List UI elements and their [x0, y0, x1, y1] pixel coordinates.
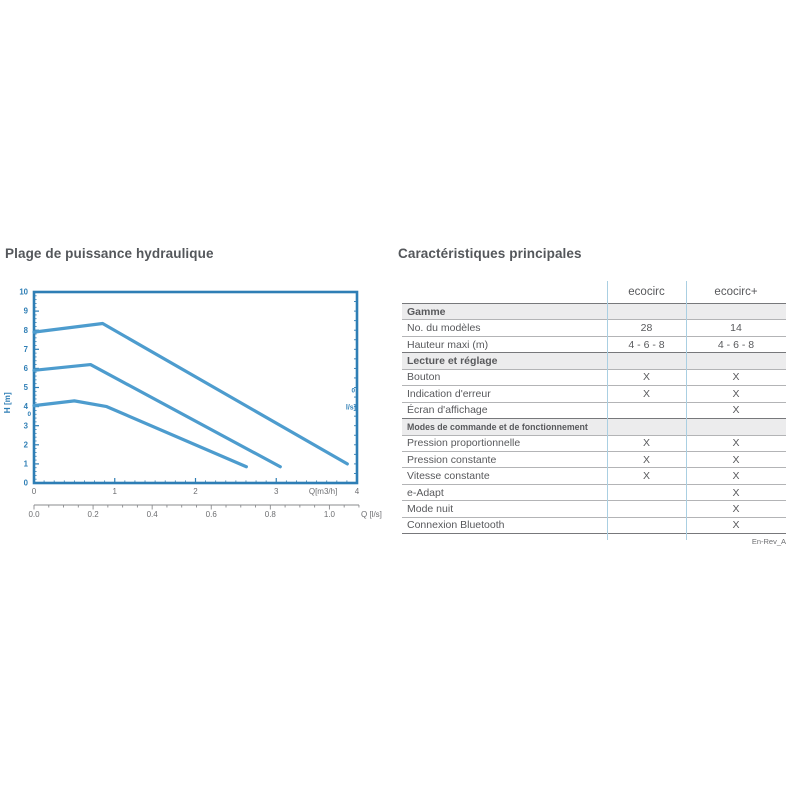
- table-body: [402, 303, 786, 534]
- x2-axis-tick-label: 0.4: [146, 510, 158, 519]
- y-axis-tick-label: 9: [23, 306, 28, 316]
- ecocirc-plus-value: X: [732, 453, 740, 466]
- row-label: Écran d'affichage: [407, 404, 488, 417]
- chart-frame: [34, 292, 357, 483]
- table-row: [402, 467, 786, 483]
- ecocirc-plus-value: 14: [730, 322, 742, 335]
- row-label: e-Adapt: [407, 486, 444, 499]
- y-axis-tick-label: 10: [19, 287, 28, 297]
- y-axis-tick-label: 0: [23, 478, 28, 488]
- table-row: [402, 402, 786, 418]
- row-label: Mode nuit: [407, 502, 454, 515]
- x-axis-tick-label: 1: [112, 487, 117, 496]
- x2-axis-tick-label: 0.6: [205, 510, 217, 519]
- table-row: [402, 369, 786, 385]
- ecocirc-value: 4 - 6 - 8: [628, 338, 665, 351]
- ecocirc-value: X: [642, 437, 650, 450]
- row-label: No. du modèles: [407, 322, 481, 335]
- chart-title: Plage de puissance hydraulique: [5, 246, 214, 261]
- characteristics-table: [402, 281, 786, 534]
- x-axis-tick-label: 3: [274, 487, 279, 496]
- ecocirc-plus-value: X: [732, 470, 740, 483]
- ecocirc-plus-value: X: [732, 502, 740, 515]
- ecocirc-value: 28: [640, 322, 653, 335]
- row-label: Pression proportionnelle: [407, 437, 521, 450]
- x2-axis-unit-label: Q [l/s]: [361, 510, 382, 519]
- ecocirc-plus-value: X: [732, 404, 740, 417]
- ecocirc-value: X: [642, 470, 650, 483]
- performance-curve: [34, 365, 280, 467]
- right-axis-zero-label: 0: [351, 387, 355, 395]
- x-axis-tick-label: 2: [193, 487, 198, 496]
- ecocirc-plus-value: X: [732, 519, 740, 532]
- table-row: [402, 451, 786, 467]
- table-row: [402, 319, 786, 335]
- row-label: Gamme: [407, 305, 446, 318]
- performance-curve: [34, 401, 246, 467]
- revision-label: En-Rev_A: [751, 537, 786, 546]
- table-row: [402, 336, 786, 352]
- table-section-row: [402, 303, 786, 319]
- ecocirc-value: X: [642, 371, 650, 384]
- row-label: Pression constante: [407, 453, 497, 466]
- hydraulic-performance-chart: [0, 283, 390, 533]
- x-axis-unit-label: Q[m3/h]: [308, 487, 338, 496]
- x-axis-tick-label: 4: [354, 487, 360, 496]
- row-label: Indication d'erreur: [407, 387, 491, 400]
- x2-axis-tick-label: 1.0: [323, 510, 335, 519]
- row-label: Bouton: [407, 371, 441, 384]
- x2-axis-tick-label: 0.2: [87, 510, 99, 519]
- table-row: [402, 435, 786, 451]
- table-section-row: [402, 418, 786, 434]
- table-row: [402, 385, 786, 401]
- table-header-row: [402, 281, 786, 303]
- x2-axis-tick-label: 0.0: [28, 510, 40, 519]
- row-label: Hauteur maxi (m): [407, 338, 489, 351]
- ecocirc-plus-value: X: [732, 486, 740, 499]
- secondary-zero-label: 0: [27, 411, 31, 419]
- row-label: Connexion Bluetooth: [407, 519, 505, 532]
- y-axis-tick-label: 5: [23, 383, 28, 393]
- table-section-row: [402, 352, 786, 368]
- row-label: Modes de commande et de fonctionnement: [407, 421, 588, 432]
- row-label: Lecture et réglage: [407, 355, 498, 368]
- y-axis-tick-label: 4: [23, 402, 28, 412]
- right-axis-unit-label: l/s]: [345, 404, 356, 412]
- ecocirc-plus-value: X: [732, 371, 740, 384]
- y-axis-tick-label: 1: [23, 459, 28, 469]
- table-row: [402, 484, 786, 500]
- y-axis-title: H [m]: [3, 392, 12, 414]
- ecocirc-plus-value: X: [732, 387, 740, 400]
- table-row: [402, 500, 786, 516]
- y-axis-tick-label: 8: [23, 325, 28, 335]
- y-axis-tick-label: 2: [23, 440, 28, 450]
- y-axis-tick-label: 3: [23, 421, 28, 431]
- row-label: Vitesse constante: [407, 470, 490, 483]
- x2-axis-tick-label: 0.8: [264, 510, 276, 519]
- ecocirc-plus-value: 4 - 6 - 8: [717, 338, 755, 351]
- table-row: [402, 517, 786, 533]
- column-header-ecocirc-plus: ecocirc+: [714, 286, 758, 298]
- y-axis-tick-label: 6: [23, 364, 28, 373]
- ecocirc-value: X: [642, 387, 650, 400]
- y-axis-tick-label: 7: [23, 344, 28, 354]
- column-header-ecocirc: ecocirc: [628, 286, 665, 298]
- ecocirc-plus-value: X: [732, 437, 740, 450]
- table-title: Caractéristiques principales: [398, 246, 582, 261]
- ecocirc-value: X: [642, 453, 650, 466]
- x-axis-tick-label: 0: [31, 487, 37, 496]
